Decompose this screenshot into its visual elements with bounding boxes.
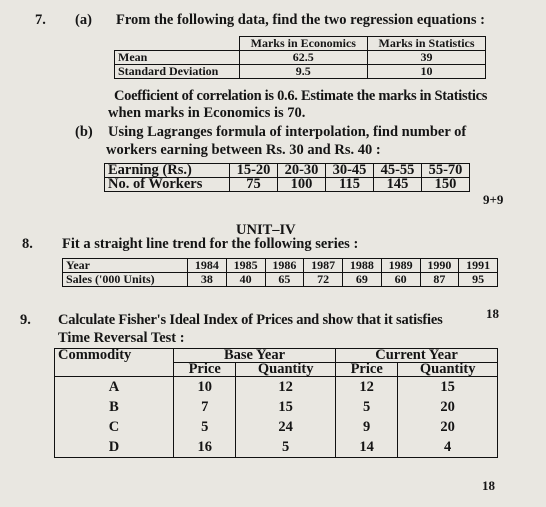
- table-header: Quantity: [236, 363, 336, 377]
- table-cell: 4: [398, 437, 498, 458]
- table-cell: C: [55, 417, 174, 437]
- table-cell: 95: [459, 273, 498, 287]
- table-row: [63, 259, 498, 273]
- table-cell: A: [55, 377, 174, 398]
- table-cell: 1985: [226, 259, 265, 273]
- table-cell: 115: [326, 178, 374, 192]
- table-cell: 24: [236, 417, 336, 437]
- table-row: [55, 437, 498, 458]
- table-cell: 5: [236, 437, 336, 458]
- table-cell: 69: [343, 273, 382, 287]
- q9-marks: 18: [482, 478, 495, 493]
- q8-number: 8.: [22, 236, 33, 252]
- table-cell: 20: [398, 397, 498, 417]
- table-header: Marks in Statistics: [368, 37, 486, 51]
- table-cell: 60: [381, 273, 420, 287]
- table-cell: 1990: [420, 259, 459, 273]
- table-row: [115, 37, 486, 51]
- table-header: Quantity: [398, 363, 498, 377]
- table-cell: 1988: [343, 259, 382, 273]
- table-cell: 20: [398, 417, 498, 437]
- q8-text: Fit a straight line trend for the following series :: [62, 236, 359, 252]
- table-header: Price: [174, 363, 236, 377]
- q7a-text2-line2: when marks in Economics is 70.: [108, 105, 306, 121]
- table-cell: 1984: [188, 259, 227, 273]
- q7-table2: [104, 163, 470, 192]
- table-row: [115, 51, 486, 65]
- q7-number: 7.: [35, 12, 46, 28]
- q9-line1: Calculate Fisher's Ideal Index of Prices and show that it satisfies: [58, 312, 443, 328]
- table-cell: 39: [368, 51, 486, 65]
- table-row: [55, 377, 498, 398]
- table-cell: 1987: [304, 259, 343, 273]
- table-cell: [115, 37, 240, 51]
- table-cell: B: [55, 397, 174, 417]
- table-cell: 87: [420, 273, 459, 287]
- table-cell: 100: [278, 178, 326, 192]
- table-header: Marks in Economics: [239, 37, 368, 51]
- table-cell: 10: [174, 377, 236, 398]
- table-cell: 62.5: [239, 51, 368, 65]
- q7-table1: [114, 36, 486, 79]
- q8-table: [62, 258, 498, 287]
- table-cell: 65: [265, 273, 304, 287]
- table-cell: 12: [236, 377, 336, 398]
- table-row: [55, 397, 498, 417]
- table-cell: 12: [335, 377, 397, 398]
- table-header: Earning (Rs.): [105, 164, 230, 178]
- table-cell: 15-20: [230, 164, 278, 178]
- table-cell: 5: [174, 417, 236, 437]
- table-cell: 7: [174, 397, 236, 417]
- table-cell: Mean: [115, 51, 240, 65]
- table-header: Commodity: [55, 349, 174, 377]
- table-cell: 40: [226, 273, 265, 287]
- q9-line2: Time Reversal Test :: [58, 330, 185, 346]
- table-header: Sales ('000 Units): [63, 273, 188, 287]
- table-cell: 1991: [459, 259, 498, 273]
- q9-number: 9.: [20, 312, 31, 328]
- table-cell: 1989: [381, 259, 420, 273]
- table-cell: 38: [188, 273, 227, 287]
- table-cell: 72: [304, 273, 343, 287]
- q7a-text2-line1: Coefficient of correlation is 0.6. Estimate the marks in Statistics: [114, 88, 488, 104]
- table-header: Year: [63, 259, 188, 273]
- q9-table: [54, 348, 498, 458]
- table-row: [55, 417, 498, 437]
- table-cell: D: [55, 437, 174, 458]
- q7b-label: (b): [75, 124, 93, 140]
- table-cell: 20-30: [278, 164, 326, 178]
- table-cell: 150: [422, 178, 470, 192]
- table-header: Current Year: [335, 349, 497, 363]
- table-cell: 15: [398, 377, 498, 398]
- table-cell: 15: [236, 397, 336, 417]
- q7-marks: 9+9: [483, 192, 504, 207]
- table-cell: 9.5: [239, 65, 368, 79]
- table-cell: 10: [368, 65, 486, 79]
- table-header: Price: [335, 363, 397, 377]
- table-cell: 75: [230, 178, 278, 192]
- table-cell: 45-55: [374, 164, 422, 178]
- q7b-line2: workers earning between Rs. 30 and Rs. 40 :: [106, 142, 381, 158]
- table-cell: 9: [335, 417, 397, 437]
- table-header: Base Year: [174, 349, 336, 363]
- table-row: [115, 65, 486, 79]
- table-cell: 5: [335, 397, 397, 417]
- q8-marks: 18: [486, 306, 499, 321]
- table-row: [63, 273, 498, 287]
- table-cell: 55-70: [422, 164, 470, 178]
- q7b-line1: Using Lagranges formula of interpolation, find number of: [108, 124, 467, 140]
- table-cell: 14: [335, 437, 397, 458]
- table-cell: 1986: [265, 259, 304, 273]
- table-cell: 16: [174, 437, 236, 458]
- table-row: [105, 178, 470, 192]
- table-header: No. of Workers: [105, 178, 230, 192]
- q7a-label: (a): [75, 12, 92, 28]
- table-cell: 30-45: [326, 164, 374, 178]
- q7a-text: From the following data, find the two regression equations :: [116, 12, 485, 28]
- table-cell: 145: [374, 178, 422, 192]
- unit-heading: UNIT–IV: [236, 222, 296, 238]
- table-cell: Standard Deviation: [115, 65, 240, 79]
